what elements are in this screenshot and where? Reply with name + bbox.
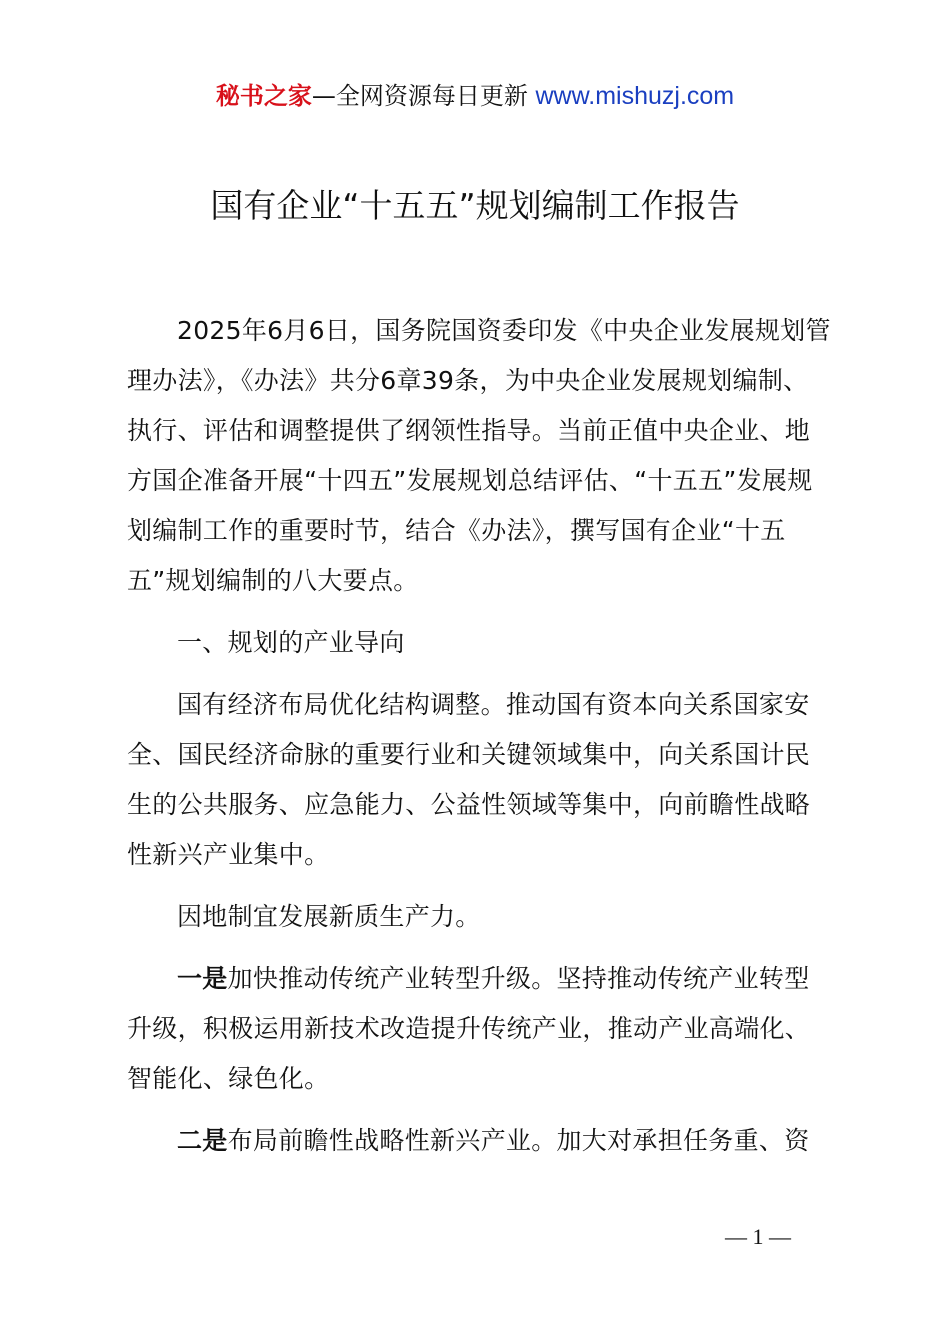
- document-title: 国有企业“十五五”规划编制工作报告: [210, 186, 740, 225]
- paragraph-layout-optimization: 国有经济布局优化结构调整。推动国有资本向关系国家安全、国民经济命脉的重要行业和关键领域集中，向关系国计民生的公共服务、应急能力、公益性领域等集中，向前瞻性战略性新兴产业集中。: [127, 690, 811, 869]
- paragraph-intro: 2025年6月6日，国务院国资委印发《中央企业发展规划管理办法》，《办法》共分6章39条，为中央企业发展规划编制、执行、评估和调整提供了纲领性指导。当前正值中央企业、地方国企准备开展“十四五”发展规划总结评估、“十五五”发展规划编制工作的重要时节，结合《办法》，撰写国有企业“十五五”规划编制的八大要点。: [127, 316, 831, 595]
- page-number: — 1 —: [725, 1224, 791, 1249]
- point-2-lead: 二是: [177, 1126, 228, 1155]
- point-1-text: 加快推动传统产业转型升级。坚持推动传统产业转型升级，积极运用新技术改造提升传统产业，推动产业高端化、智能化、绿色化。: [127, 964, 811, 1093]
- site-url-link[interactable]: www.mishuzj.com: [535, 82, 735, 110]
- point-2-text: 布局前瞻性战略性新兴产业。加大对承担任务重、资: [227, 1126, 810, 1155]
- brand-name: 秘书之家: [215, 82, 312, 110]
- paragraph-point-2: [127, 1116, 833, 1166]
- paragraph-point-1: [127, 954, 833, 1104]
- paragraph-new-productivity: 因地制宜发展新质生产力。: [177, 902, 481, 931]
- section-heading-1: 一、规划的产业导向: [177, 628, 405, 657]
- point-1-lead: 一是: [177, 964, 228, 993]
- document-body: [127, 306, 833, 1178]
- site-header: [0, 80, 950, 112]
- header-tagline: —全网资源每日更新: [311, 82, 536, 110]
